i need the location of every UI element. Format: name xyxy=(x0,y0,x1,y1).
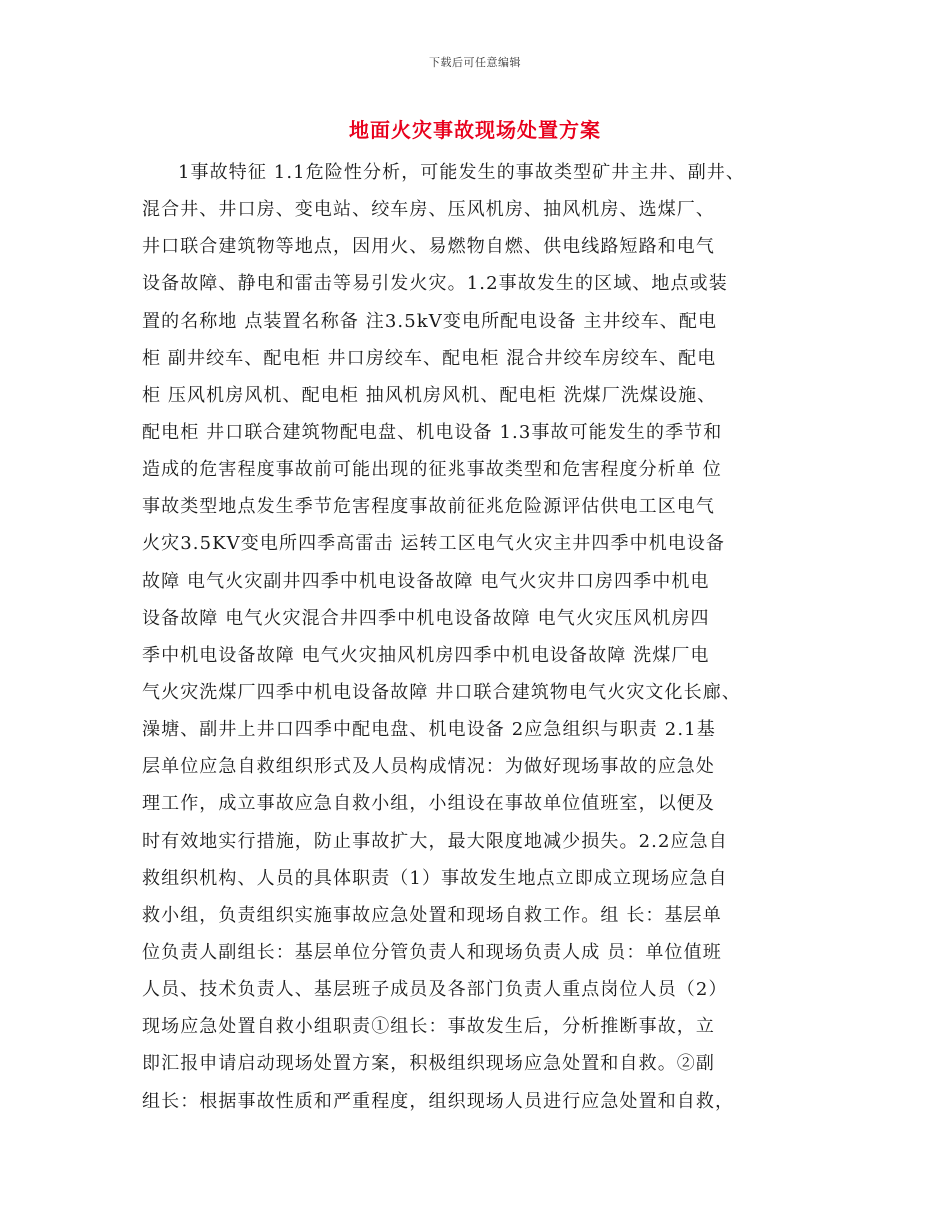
body-line: 救组织机构、人员的具体职责（1）事故发生地点立即成立现场应急自 xyxy=(142,867,728,889)
body-line: 现场应急处置自救小组职责①组长：事故发生后，分析推断事故，立 xyxy=(142,1016,715,1038)
body-line: 时有效地实行措施，防止事故扩大，最大限度地减少损失。2.2应急自 xyxy=(142,830,728,852)
body-line: 理工作，成立事故应急自救小组，小组设在事故单位值班室，以便及 xyxy=(142,793,715,815)
body-line: 救小组，负责组织实施事故应急处置和现场自救工作。组 长：基层单 xyxy=(142,904,722,926)
body-line: 组长：根据事故性质和严重程度，组织现场人员进行应急处置和自救， xyxy=(142,1090,735,1112)
body-line: 造成的危害程度事故前可能出现的征兆事故类型和危害程度分析单 位 xyxy=(142,459,722,481)
body-line: 设备故障、静电和雷击等易引发火灾。1.2事故发生的区域、地点或装 xyxy=(142,273,728,295)
body-line: 火灾3.5KV变电所四季高雷击 运转工区电气火灾主井四季中机电设备 xyxy=(142,533,726,555)
page-header: 下载后可任意编辑 xyxy=(429,56,521,69)
body-line: 井口联合建筑物等地点，因用火、易燃物自燃、供电线路短路和电气 xyxy=(142,236,715,258)
body-line: 人员、技术负责人、基层班子成员及各部门负责人重点岗位人员（2） xyxy=(142,979,728,1001)
body-line: 1事故特征 1.1危险性分析，可能发生的事故类型矿井主井、副井、 xyxy=(178,162,745,183)
body-line: 位负责人副组长：基层单位分管负责人和现场负责人成 员：单位值班 xyxy=(142,941,722,963)
body-line: 柜 副井绞车、配电柜 井口房绞车、配电柜 混合井绞车房绞车、配电 xyxy=(142,347,717,369)
body-line: 柜 压风机房风机、配电柜 抽风机房风机、配电柜 洗煤厂洗煤设施、 xyxy=(142,384,717,406)
body-line: 事故类型地点发生季节危害程度事故前征兆危险源评估供电工区电气 xyxy=(142,496,715,518)
body-line: 层单位应急自救组织形式及人员构成情况：为做好现场事故的应急处 xyxy=(142,756,715,778)
body-line: 设备故障 电气火灾混合井四季中机电设备故障 电气火灾压风机房四 xyxy=(142,607,710,629)
body-line: 季中机电设备故障 电气火灾抽风机房四季中机电设备故障 洗煤厂电 xyxy=(142,644,710,666)
document-title: 地面火灾事故现场处置方案 xyxy=(349,118,601,142)
body-line: 气火灾洗煤厂四季中机电设备故障 井口联合建筑物电气火灾文化长廊、 xyxy=(142,681,741,703)
body-line: 置的名称地 点装置名称备 注3.5kV变电所配电设备 主井绞车、配电 xyxy=(142,310,718,332)
body-line: 故障 电气火灾副井四季中机电设备故障 电气火灾井口房四季中机电 xyxy=(142,570,710,592)
body-line: 澡塘、副井上井口四季中配电盘、机电设备 2应急组织与职责 2.1基 xyxy=(142,719,716,741)
body-line: 即汇报申请启动现场处置方案，积极组织现场应急处置和自救。②副 xyxy=(142,1053,715,1075)
document-body xyxy=(142,154,832,1120)
body-line: 配电柜 井口联合建筑物配电盘、机电设备 1.3事故可能发生的季节和 xyxy=(142,421,723,443)
body-line: 混合井、井口房、变电站、绞车房、压风机房、抽风机房、选煤厂、 xyxy=(142,199,715,221)
